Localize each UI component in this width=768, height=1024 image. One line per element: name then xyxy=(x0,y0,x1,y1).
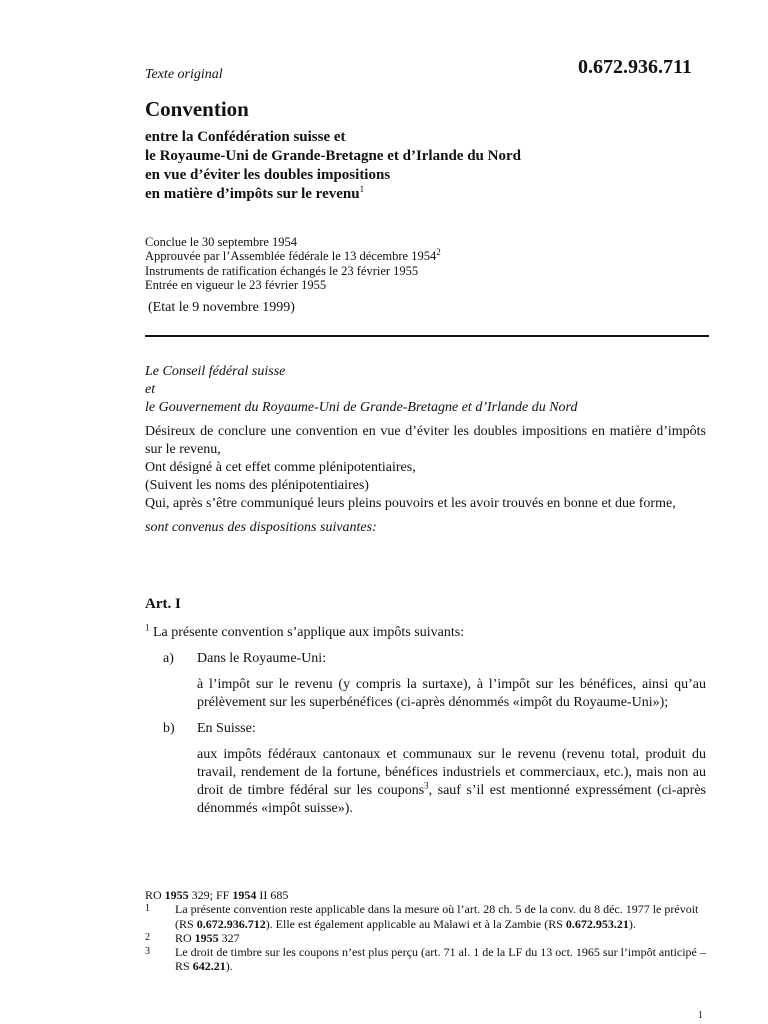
footnote-1-mark: 1 xyxy=(145,903,150,915)
ff-year: 1954 xyxy=(232,888,257,902)
footnote-3-mark: 3 xyxy=(145,946,150,958)
suivent-paragraph: (Suivent les noms des plénipotentiaires) xyxy=(145,478,369,493)
footnote-2-mark: 2 xyxy=(145,931,150,943)
footnote-ref-1[interactable]: 1 xyxy=(359,184,365,194)
document-title: Convention xyxy=(145,97,249,121)
footnote-2 xyxy=(145,931,709,945)
subtitle-line-2: le Royaume-Uni de Grande-Bretagne et d’Irlande du Nord xyxy=(145,148,521,164)
page-number: 1 xyxy=(698,1010,703,1021)
item-a-heading: Dans le Royaume-Uni: xyxy=(197,651,327,666)
designe-paragraph: Ont désigné à cet effet comme plénipotentiaires, xyxy=(145,460,416,475)
footnote-1 xyxy=(145,902,709,931)
ro-prefix: RO xyxy=(145,888,165,902)
footnote-3-rs-link[interactable]: 642.21 xyxy=(192,959,226,974)
ro-mid: 329; FF xyxy=(188,888,233,902)
date-approuvee: Approuvée par l’Assemblée fédérale le 13 décembre 1954 xyxy=(145,249,437,264)
footnote-3 xyxy=(145,945,709,974)
item-b-text xyxy=(197,746,706,818)
footnote-2-prefix: RO xyxy=(175,930,195,945)
footnotes xyxy=(145,888,709,974)
paragraph-number: 1 xyxy=(145,622,150,633)
footnote-ref-2[interactable]: 2 xyxy=(436,247,441,258)
dates-block xyxy=(145,235,441,292)
etat-date: (Etat le 9 novembre 1999) xyxy=(148,300,295,315)
footnote-1-rs-link-1[interactable]: 0.672.936.712 xyxy=(196,916,266,931)
subtitle xyxy=(145,128,521,204)
article-title: Art. I xyxy=(145,596,181,612)
subtitle-line-4: en matière d’impôts sur le revenu xyxy=(145,186,360,202)
footnote-1-text-b: ). Elle est également applicable au Malawi et à la Zambie (RS xyxy=(265,916,566,931)
party-2: le Gouvernement du Royaume-Uni de Grande-Bretagne et d’Irlande du Nord xyxy=(145,400,578,415)
footnote-ref-3[interactable]: 3 xyxy=(424,780,429,791)
item-b-text-main: aux impôts fédéraux cantonaux et communaux sur le revenu (revenu total, produit du travail, rendement de la fortune, bénéfices industriels et commerciaux, etc.), mais non au droit de timbre fédéral sur les coupons xyxy=(197,747,706,798)
texte-original-label: Texte original xyxy=(145,67,223,82)
footnote-1-rs-link-2[interactable]: 0.672.953.21 xyxy=(565,916,629,931)
footnote-1-text-a: La présente convention reste applicable dans la mesure où l’art. 28 ch. 5 de la conv. du 8 déc. 1977 le prévoit (RS xyxy=(175,902,699,931)
footnote-2-rest: 327 xyxy=(218,930,240,945)
divider-rule xyxy=(145,335,709,337)
subtitle-line-3: en vue d’éviter les doubles impositions xyxy=(145,167,391,183)
reference-number: 0.672.936.711 xyxy=(578,56,692,78)
item-a-text: à l’impôt sur le revenu (y compris la surtaxe), à l’impôt sur les bénéfices, ainsi qu’au prélèvement sur les superbénéfices (ci-après dénommés «impôt du Royaume-Uni»); xyxy=(197,677,706,710)
ro-reference xyxy=(145,888,709,902)
item-b-text-end: , sauf s’il est mentionné expressément (ci-après dénommés «impôt suisse»). xyxy=(197,783,706,816)
party-1: Le Conseil fédéral suisse xyxy=(145,364,286,379)
date-conclue: Conclue le 30 septembre 1954 xyxy=(145,235,298,249)
item-b-heading: En Suisse: xyxy=(197,721,256,736)
sont-convenus: sont convenus des dispositions suivantes: xyxy=(145,520,377,535)
footnote-1-text-c: ). xyxy=(628,916,636,931)
subtitle-line-1: entre la Confédération suisse et xyxy=(145,129,346,145)
preamble xyxy=(145,363,706,537)
qui-paragraph: Qui, après s’être communiqué leurs pleins pouvoirs et les avoir trouvés en bonne et due forme, xyxy=(145,496,676,511)
item-a-letter: a) xyxy=(163,651,174,666)
ff-rest: II 685 xyxy=(256,888,289,902)
article-intro: La présente convention s’applique aux impôts suivants: xyxy=(153,625,465,640)
article-body xyxy=(145,624,706,818)
footnote-2-year: 1955 xyxy=(194,930,219,945)
date-instruments: Instruments de ratification échangés le 23 février 1955 xyxy=(145,263,419,278)
footnote-3-text-b: ). xyxy=(225,959,233,974)
ro-year: 1955 xyxy=(164,888,189,902)
party-conjunction: et xyxy=(145,382,156,397)
desireux-paragraph: Désireux de conclure une convention en vue d’éviter les doubles impositions en matière d’impôts sur le revenu, xyxy=(145,424,706,457)
footnote-3-text-a: Le droit de timbre sur les coupons n’est plus perçu (art. 71 al. 1 de la LF du 13 oct. 1965 sur l’impôt anticipé – RS xyxy=(175,945,706,974)
item-b-letter: b) xyxy=(163,721,175,736)
date-entree: Entrée en vigueur le 23 février 1955 xyxy=(145,277,327,292)
